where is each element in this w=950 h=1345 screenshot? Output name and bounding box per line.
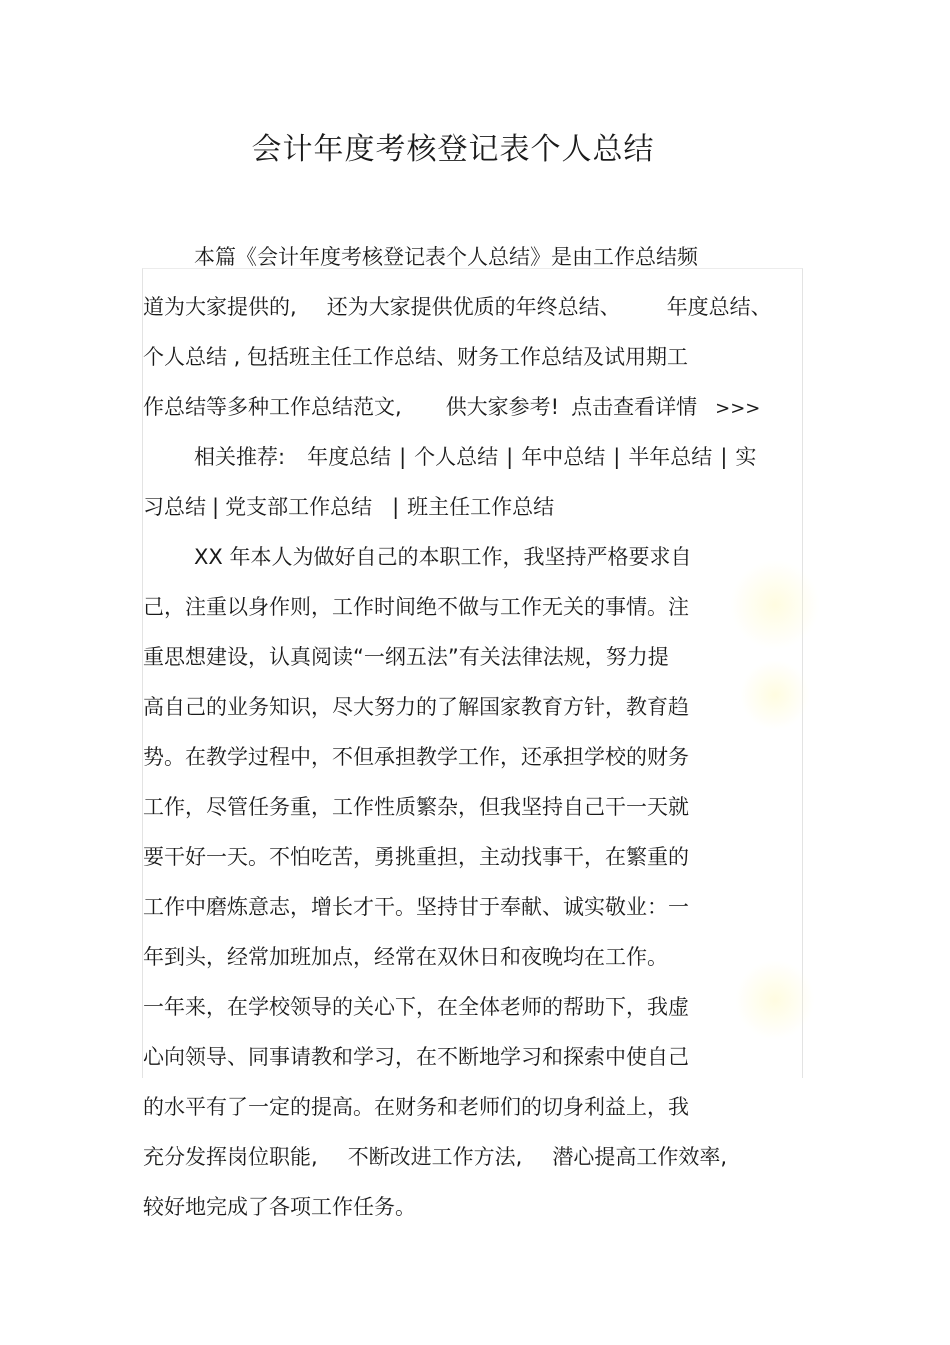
related-link-halfyear-summary[interactable]: 半年总结 — [628, 445, 713, 469]
body-line: 一年来，在学校领导的关心下，在全体老师的帮助下，我虚 — [143, 995, 689, 1019]
body-line: 工作中磨炼意志，增长才干。坚持甘于奉献、诚实敬业：一 — [143, 895, 689, 919]
closing-line-1-part-1: 充分发挥岗位职能, — [143, 1145, 318, 1169]
document-title: 会计年度考核登记表个人总结 — [251, 132, 655, 167]
closing-line-1-part-3: 潜心提高工作效率, — [552, 1145, 728, 1169]
background-glow — [735, 960, 815, 1040]
related-link-personal-summary[interactable]: 个人总结 — [414, 445, 499, 469]
more-arrow-link[interactable]: >>> — [715, 398, 761, 419]
separator: | — [392, 495, 400, 519]
body-line: XX 年本人为做好自己的本职工作，我坚持严格要求自 — [194, 545, 692, 569]
intro-line-2-part-3: 年度总结、 — [666, 295, 772, 319]
intro-line-4-part-2: 供大家参考! — [445, 395, 560, 419]
body-line: 高自己的业务知识，尽大努力的了解国家教育方针，教育趋 — [143, 695, 689, 719]
body-line: 年到头，经常加班加点，经常在双休日和夜晚均在工作。 — [143, 945, 668, 969]
related-link-internship-summary-end[interactable]: 习总结 — [143, 495, 206, 519]
intro-line-2-part-1: 道为大家提供的, — [143, 295, 297, 319]
related-link-party-branch-summary[interactable]: 党支部工作总结 — [225, 495, 373, 519]
intro-line-2-part-2: 还为大家提供优质的年终总结、 — [326, 295, 621, 319]
body-line: 工作，尽管任务重，工作性质繁杂，但我坚持自己干一天就 — [143, 795, 689, 819]
body-line: 的水平有了一定的提高。在财务和老师们的切身利益上，我 — [143, 1095, 689, 1119]
separator: | — [212, 495, 220, 519]
separator: | — [613, 445, 621, 469]
intro-line-3: 个人总结 , 包括班主任工作总结、财务工作总结及试用期工 — [143, 345, 689, 369]
background-glow — [730, 560, 820, 650]
related-link-midyear-summary[interactable]: 年中总结 — [521, 445, 606, 469]
related-link-head-teacher-summary[interactable]: 班主任工作总结 — [407, 495, 555, 519]
body-line: 己，注重以身作则，工作时间绝不做与工作无关的事情。注 — [143, 595, 689, 619]
related-link-annual-summary[interactable]: 年度总结 — [307, 445, 392, 469]
body-line: 势。在教学过程中，不但承担教学工作，还承担学校的财务 — [143, 745, 689, 769]
related-label: 相关推荐: — [194, 445, 286, 469]
intro-line-2 — [143, 292, 772, 322]
related-recommendations-line-2 — [143, 492, 554, 522]
separator: | — [720, 445, 728, 469]
closing-line-1 — [143, 1142, 727, 1172]
body-line: 心向领导、同事请教和学习，在不断地学习和探索中使自己 — [143, 1045, 689, 1069]
view-details-link[interactable]: 点击查看详情 — [571, 395, 698, 419]
closing-line-2: 较好地完成了各项工作任务。 — [143, 1195, 416, 1219]
separator: | — [506, 445, 514, 469]
closing-line-1-part-2: 不断改进工作方法, — [347, 1145, 523, 1169]
separator: | — [399, 445, 407, 469]
related-recommendations — [194, 442, 756, 472]
intro-line-4 — [143, 392, 760, 422]
body-line: 重思想建设，认真阅读“一纲五法”有关法律法规，努力提 — [143, 645, 669, 669]
related-link-internship-summary-start[interactable]: 实 — [735, 445, 757, 469]
intro-line-4-part-1: 作总结等多种工作总结范文, — [143, 395, 402, 419]
body-line: 要干好一天。不怕吃苦，勇挑重担，主动找事干，在繁重的 — [143, 845, 689, 869]
intro-line-1: 本篇《会计年度考核登记表个人总结》是由工作总结频 — [194, 245, 698, 269]
background-glow — [740, 660, 810, 730]
